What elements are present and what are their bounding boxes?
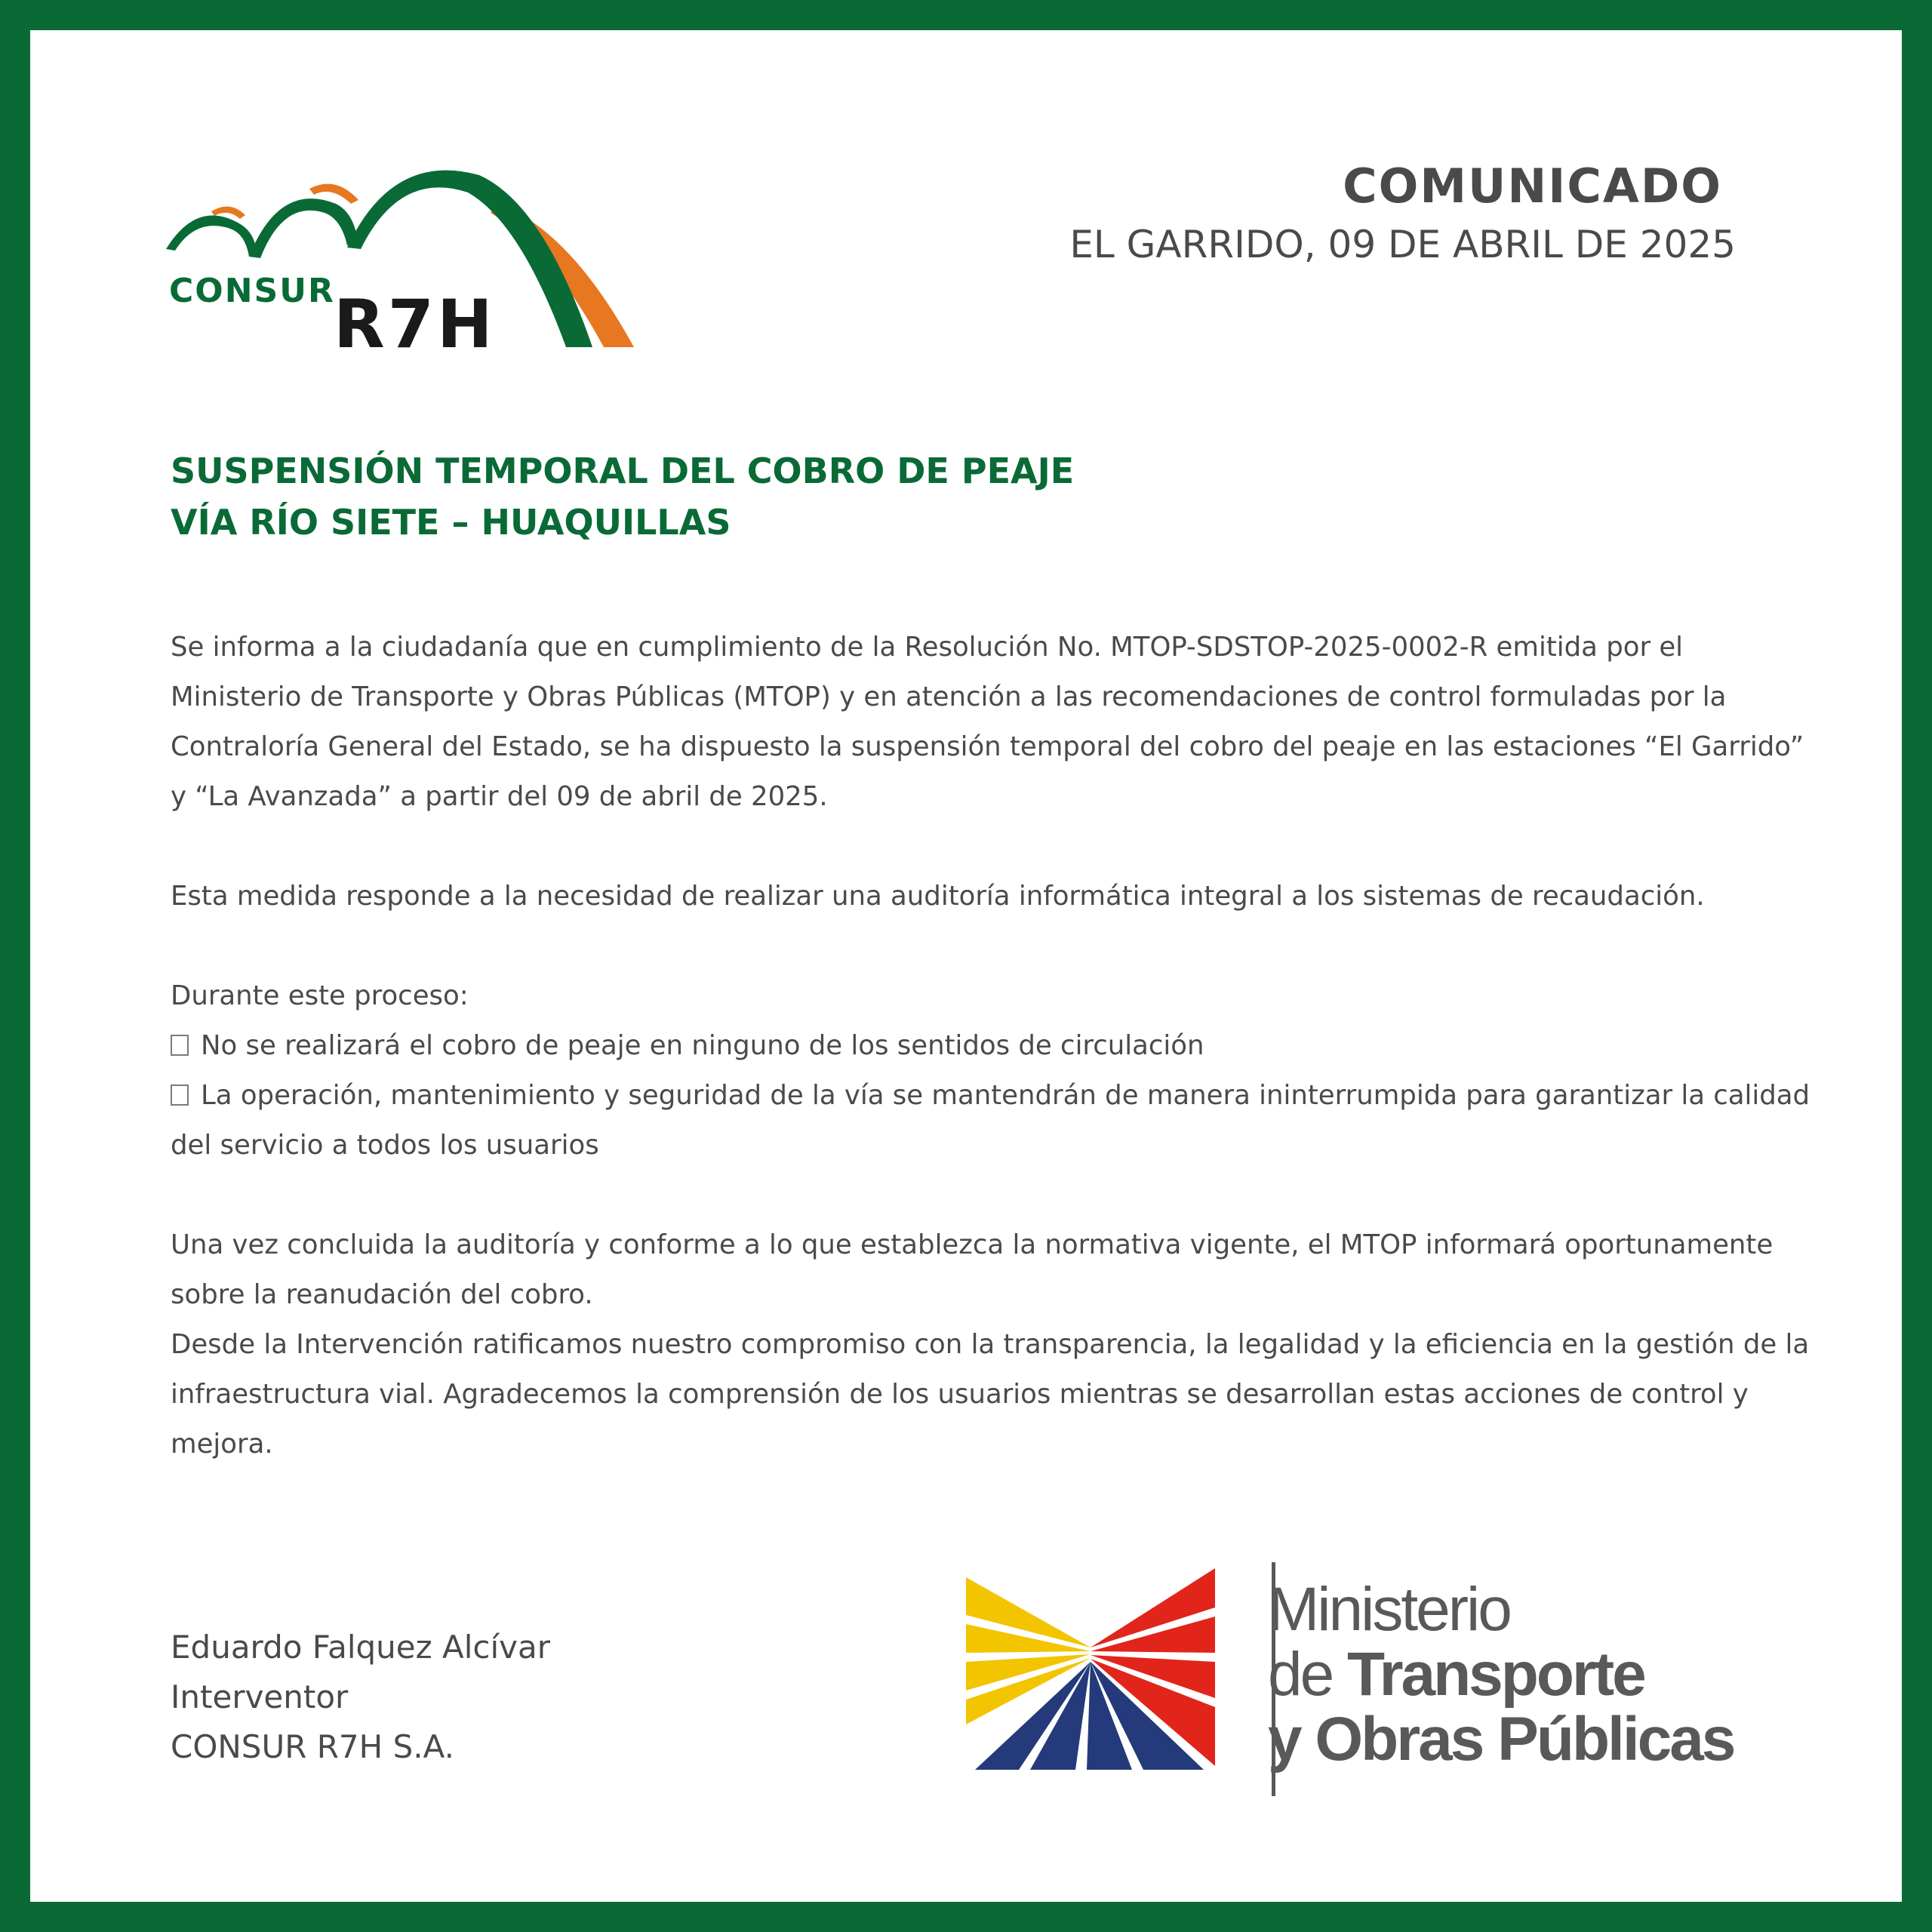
- list-item: No se realizará el cobro de peaje en ninguno de los sentidos de circulación: [171, 1021, 1816, 1071]
- list-item: La operación, mantenimiento y seguridad de la vía se mantendrán de manera ininterrumpida para garantizar la calidad del servicio a todos los usuarios: [171, 1080, 1810, 1161]
- paragraph-audit: Esta medida responde a la necesidad de realizar una auditoría informática integral a los sistemas de recaudación.: [171, 881, 1705, 912]
- dateline: EL GARRIDO, 09 DE ABRIL DE 2025: [1069, 223, 1736, 266]
- checkbox-glyph-icon: [171, 1084, 189, 1106]
- consur-r7h-logo: [166, 158, 641, 385]
- mtop-line-ministerio: Ministerio: [1268, 1575, 1510, 1644]
- mtop-logo-text: [1268, 1577, 1734, 1772]
- paragraph-commitment: Desde la Intervención ratificamos nuestro compromiso con la transparencia, la legalidad y la eficiencia en la gestión de la infraestructura vial. Agradecemos la comprensión de los usuarios mientras se desarrollan estas acciones de control y mejora.: [171, 1329, 1810, 1460]
- paragraph-resolution: Se informa a la ciudadanía que en cumplimiento de la Resolución No. MTOP-SDSTOP-2025-0002-R emitida por el Ministerio de Transporte y Obras Públicas (MTOP) y en atención a las recomendaciones de control formuladas por la Contraloría General del Estado, se ha dispuesto la suspensión temporal del cobro del peaje en las estaciones “El Garrido” y “La Avanzada” a partir del 09 de abril de 2025.: [171, 632, 1804, 812]
- paragraph-resumption: Una vez concluida la auditoría y conforme a lo que establezca la normativa vigente, el MTOP informará oportunamente sobre la reanudación del cobro.: [171, 1229, 1774, 1310]
- headline: [171, 445, 1074, 548]
- logo-green-wave-2: [249, 198, 358, 258]
- headline-line-1: SUSPENSIÓN TEMPORAL DEL COBRO DE PEAJE: [171, 451, 1075, 491]
- signatory-name: Eduardo Falquez Alcívar: [171, 1629, 551, 1666]
- header-block: [1069, 158, 1736, 266]
- list-intro: Durante este proceso:: [171, 980, 469, 1011]
- headline-line-2: VÍA RÍO SIETE – HUAQUILLAS: [171, 502, 731, 543]
- logo-green-wave-1: [166, 216, 257, 257]
- checkbox-glyph-icon: [171, 1035, 189, 1056]
- mtop-line-obras-publicas: y Obras Públicas: [1268, 1705, 1734, 1774]
- document-title: COMUNICADO: [1343, 158, 1722, 214]
- mtop-line-transporte: de Transporte: [1268, 1640, 1644, 1709]
- signature-block: [171, 1623, 550, 1772]
- signatory-role: Interventor: [171, 1678, 349, 1715]
- body-text: [171, 623, 1816, 1469]
- logo-wordmark-consur: CONSUR: [169, 272, 335, 310]
- logo-wordmark-r7h: R7H: [334, 285, 496, 363]
- communique-sheet: [30, 30, 1902, 1902]
- signatory-company: CONSUR R7H S.A.: [171, 1728, 454, 1765]
